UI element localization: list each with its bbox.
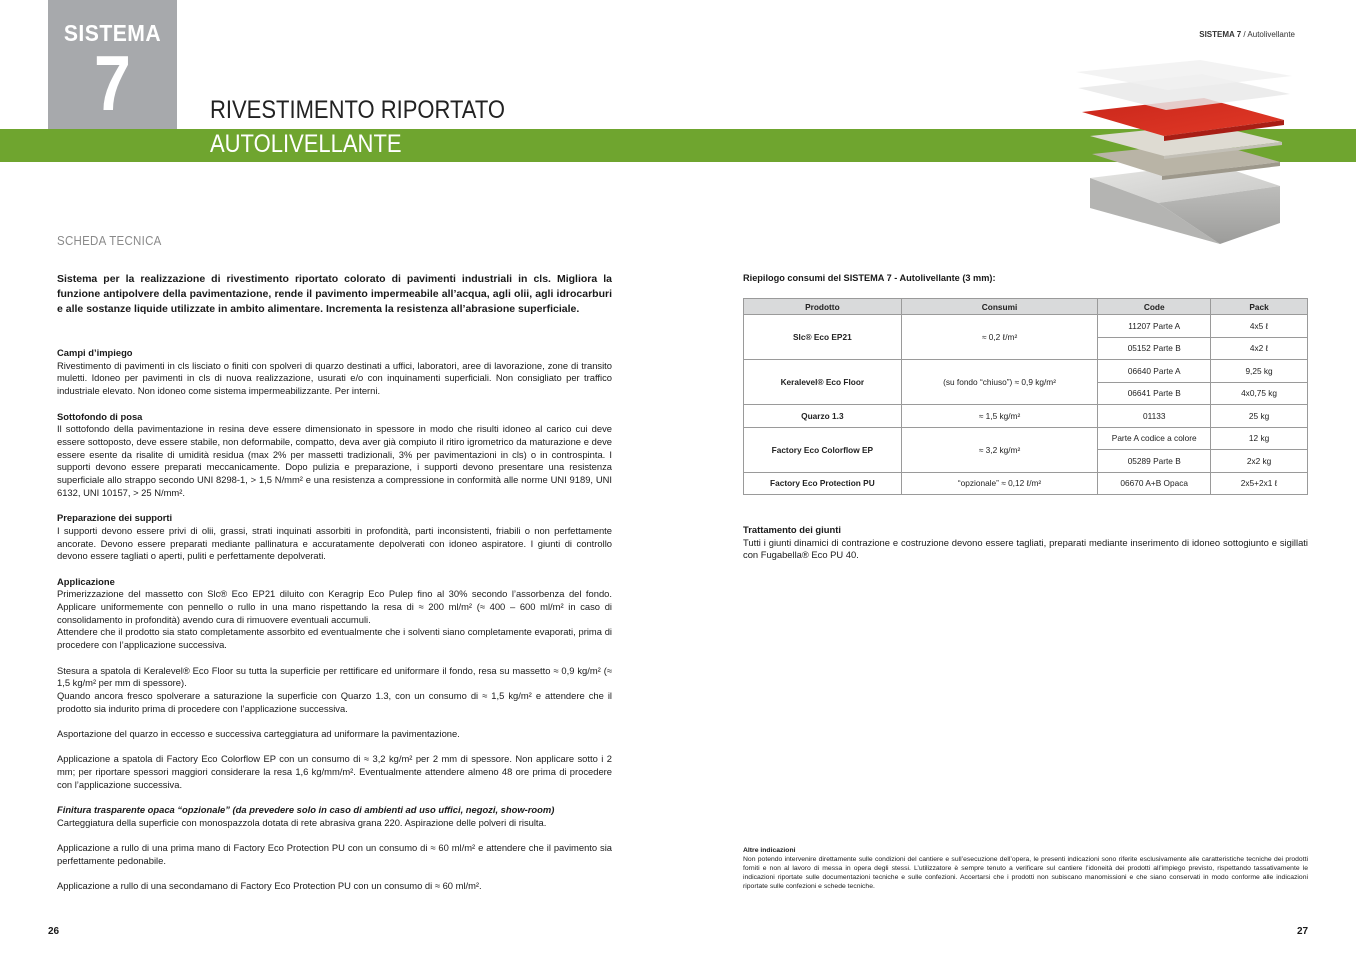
running-head-topic: / Autolivellante xyxy=(1241,30,1295,39)
text-preparazione: I supporti devono essere privi di olii, grassi, strati inquinati assorbiti in profondità, parti inconsistenti, friabili o non perfettamente ancorate. Devono essere preparati mediante pallinatura e accuratamente depolverati con idoneo aspiratore. I giunti di controllo devono essere tagliati o aperti, puliti e perfettamente depolverati. xyxy=(57,524,612,562)
section-label: SCHEDA TECNICA xyxy=(57,234,162,248)
table-row xyxy=(744,427,1308,450)
running-head-system: SISTEMA 7 xyxy=(1199,30,1242,39)
cell-consumi: ≈ 3,2 kg/m² xyxy=(901,427,1098,472)
cell-code: 06640 Parte A xyxy=(1098,360,1211,383)
cell-code: 05152 Parte B xyxy=(1098,337,1211,360)
cell-pack: 2x2 kg xyxy=(1211,450,1308,473)
table-row xyxy=(744,472,1308,495)
heading-sottofondo: Sottofondo di posa xyxy=(57,410,143,422)
running-head xyxy=(1199,30,1295,39)
cell-code: Parte A codice a colore xyxy=(1098,427,1211,450)
text-altre: Non potendo intervenire direttamente sulle condizioni del cantiere e sull’esecuzione dell’opera, le presenti indicazioni sono riferite esclusivamente alle caratteristiche tecniche dei prodotti forniti e non al lavoro di messa in opera degli stessi. L’utilizzatore è sempre tenuto a verificare sul cantiere l’idoneità dei prodotti all’impiego previsto, rispettando tassativamente le indicazioni riportate sulle documentazioni tecniche e sulle confezioni. Accertarsi che i prodotti non subiscano manomissioni e che siano conservati in modo conforme alle indicazioni riportate sulle confezioni e schede tecniche. xyxy=(743,855,1308,890)
layers-illustration xyxy=(1070,58,1300,248)
text-applicazione-1: Primerizzazione del massetto con Slc® Eco EP21 diluito con Keragrip Eco Pulep fino al 30% secondo l’assorbenza del fondo. Applicare uniformemente con pennello o rullo in una mano rispettando la resa di ≈ 200 ml/m² (≈ 400 – 600 ml/m² in caso di consolidamento in profondità) avendo cura di rimuovere eventuali accumuli. xyxy=(57,588,612,625)
system-label: SISTEMA xyxy=(63,20,162,46)
text-finitura-1: Carteggiatura della superficie con monospazzola dotata di rete abrasiva grana 220. Aspirazione delle polveri di risulta. xyxy=(57,816,547,828)
cell-pack: 9,25 kg xyxy=(1211,360,1308,383)
page-number-left: 26 xyxy=(48,926,60,937)
left-column xyxy=(57,272,612,893)
cell-code: 06670 A+B Opaca xyxy=(1098,472,1211,495)
system-badge xyxy=(48,0,177,129)
heading-campi: Campi d’impiego xyxy=(57,347,133,358)
table-header-row xyxy=(744,299,1308,315)
other-notes xyxy=(743,847,1308,892)
text-applicazione-5: Asportazione del quarzo in eccesso e successiva carteggiatura ad uniformare la pavimentazione. xyxy=(57,728,460,740)
cell-prodotto: Factory Eco Protection PU xyxy=(744,472,902,495)
col-header-consumi: Consumi xyxy=(901,299,1098,315)
cell-consumi: (su fondo “chiuso”) ≈ 0,9 kg/m² xyxy=(901,360,1098,405)
intro-paragraph: Sistema per la realizzazione di rivestimento riportato colorato di pavimenti industriali in cls. Migliora la funzione antipolvere della pavimentazione, rende il pavimento impermeabile all’acqua, agli olii, agli idrocarburi e alle sostanze liquide utilizzate in ambito alimentare. Incrementa la resistenza all’abrasione superficiale. xyxy=(57,273,612,315)
cell-prodotto: Keralevel® Eco Floor xyxy=(744,360,902,405)
system-number: 7 xyxy=(94,39,131,127)
table-row xyxy=(744,360,1308,383)
text-finitura-3: Applicazione a rullo di una secondamano di Factory Eco Protection PU con un consumo di ≈ 60 ml/m². xyxy=(57,880,482,892)
cell-code: 01133 xyxy=(1098,405,1211,428)
cell-pack: 4x2 ℓ xyxy=(1211,337,1308,360)
cell-consumi: ≈ 1,5 kg/m² xyxy=(901,405,1098,428)
cell-consumi: ≈ 0,2 ℓ/m² xyxy=(901,315,1098,360)
text-sottofondo: Il sottofondo della pavimentazione in resina deve essere dimensionato in spessore in modo che risulti idoneo al carico cui deve essere sottoposto, deve essere stabile, non deformabile, compatto, deva aver già compiuto il ritiro igrometrico da maturazione e deve essere esente da risalite di umidità residua (max 2% per massetti tradizionali, 3% per pavimentazioni in cls) o in controspinta. I supporti devono essere preparati meccanicamente. Dopo pulizia e preparazione, i supporti devono presentare una resistenza superficiale allo strappo secondo UNI 8298-1, > 1,5 N/mm² e una resistenza a compressione in conformità alle norme UNI 9189, UNI 6132, UNI 10157, > 25 N/mm². xyxy=(57,423,612,498)
text-applicazione-3: Stesura a spatola di Keralevel® Eco Floor su tutta la superficie per rettificare ed uniformare il fondo, resa su massetto ≈ 0,9 kg/m² (≈ 1,5 kg/m² per mm di spessore). xyxy=(57,664,612,689)
col-header-code: Code xyxy=(1098,299,1211,315)
text-applicazione-6: Applicazione a spatola di Factory Eco Colorflow EP con un consumo di ≈ 3,2 kg/m² per 2 mm di spessore. Non applicare sotto i 2 mm; per riportare spessori maggiori considerare la resa 1,6 kg/mm/m². Eventualmente attendere almeno 48 ore prima di procedere con l’applicazione successiva. xyxy=(57,753,612,790)
cell-consumi: “opzionale” ≈ 0,12 ℓ/m² xyxy=(901,472,1098,495)
cell-pack: 4x5 ℓ xyxy=(1211,315,1308,338)
cell-prodotto: Quarzo 1.3 xyxy=(744,405,902,428)
col-header-prodotto: Prodotto xyxy=(744,299,902,315)
text-trattamento: Tutti i giunti dinamici di contrazione e costruzione devono essere tagliati, preparati mediante inserimento di idoneo sottogiunto e sigillati con Fugabella® Eco PU 40. xyxy=(743,536,1308,561)
cell-prodotto: Factory Eco Colorflow EP xyxy=(744,427,902,472)
consumption-table xyxy=(743,298,1308,495)
page-subtitle: AUTOLIVELLANTE xyxy=(210,130,402,158)
joints-section xyxy=(743,524,1308,562)
heading-altre: Altre indicazioni xyxy=(743,847,796,854)
text-applicazione-2: Attendere che il prodotto sia stato completamente assorbito ed eventualmente che i solventi siano completamente evaporati, prima di procedere con l’applicazione successiva. xyxy=(57,626,612,651)
table-row xyxy=(744,315,1308,338)
cell-pack: 2x5+2x1 ℓ xyxy=(1211,472,1308,495)
heading-trattamento: Trattamento dei giunti xyxy=(743,524,841,535)
cell-prodotto: Slc® Eco EP21 xyxy=(744,315,902,360)
col-header-pack: Pack xyxy=(1211,299,1308,315)
heading-finitura: Finitura trasparente opaca “opzionale” (da prevedere solo in caso di ambienti ad uso uffici, negozi, show-room) xyxy=(57,804,555,816)
table-row xyxy=(744,405,1308,428)
cell-code: 11207 Parte A xyxy=(1098,315,1211,338)
heading-preparazione: Preparazione dei supporti xyxy=(57,512,173,524)
table-title: Riepilogo consumi del SISTEMA 7 - Autolivellante (3 mm): xyxy=(743,273,996,283)
cell-code: 05289 Parte B xyxy=(1098,450,1211,473)
cell-pack: 4x0,75 kg xyxy=(1211,382,1308,405)
text-campi: Rivestimento di pavimenti in cls lisciato o finiti con spolveri di quarzo destinati a uffici, laboratori, aree di lavorazione, zone di transito muletti. Idoneo per pavimenti in cls di nuova realizzazione, usurati e/o con inquinamenti superficiali. Non consigliato per traffico industriale elevato. Non idoneo come sistema impermeabilizzante. Per interni. xyxy=(57,359,612,397)
page-number-right: 27 xyxy=(1297,926,1309,937)
page-title: RIVESTIMENTO RIPORTATO xyxy=(210,96,506,124)
cell-pack: 25 kg xyxy=(1211,405,1308,428)
cell-pack: 12 kg xyxy=(1211,427,1308,450)
text-finitura-2: Applicazione a rullo di una prima mano di Factory Eco Protection PU con un consumo di ≈ 60 ml/m² e attendere che il pavimento sia perfettamente pedonabile. xyxy=(57,842,612,866)
cell-code: 06641 Parte B xyxy=(1098,382,1211,405)
heading-applicazione: Applicazione xyxy=(57,575,115,587)
text-applicazione-4: Quando ancora fresco spolverare a saturazione la superficie con Quarzo 1.3, con un consumo di ≈ 1,5 kg/m² e attendere che il prodotto sia indurito prima di procedere con l’applicazione successiva. xyxy=(57,689,612,714)
